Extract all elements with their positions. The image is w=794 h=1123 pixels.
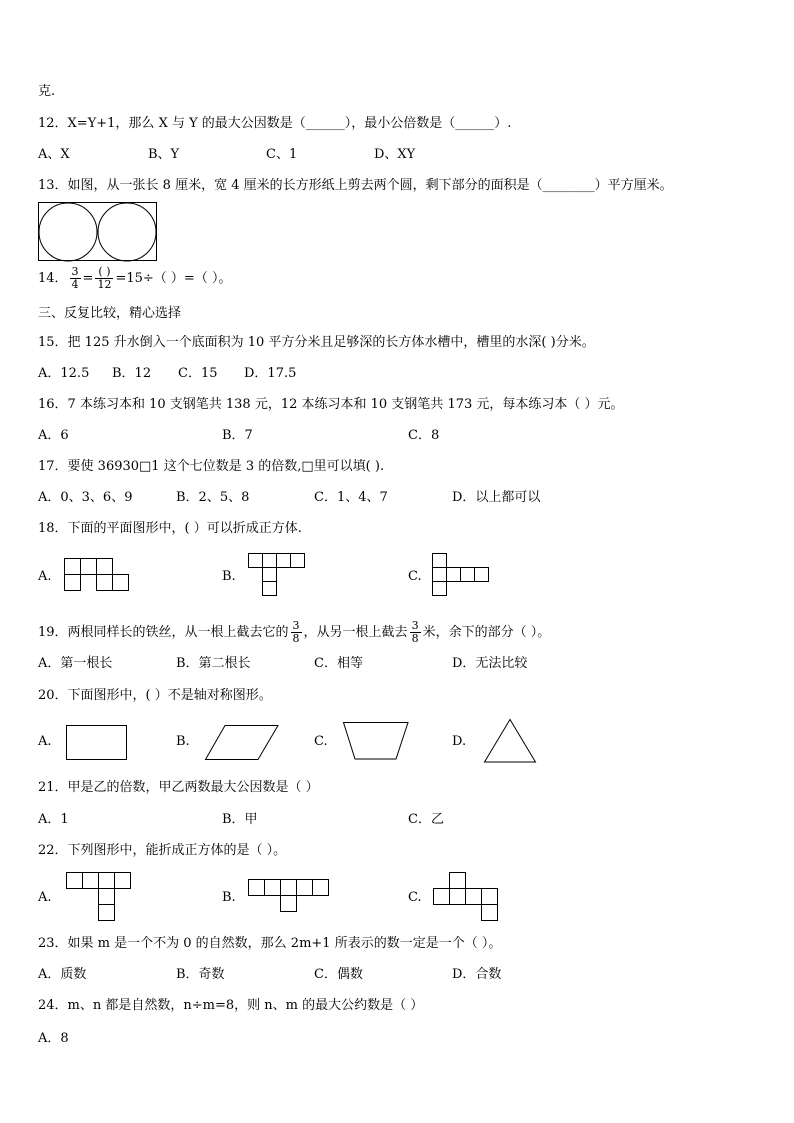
q21-option-a[interactable]: A．1 bbox=[38, 812, 69, 827]
top-fragment: 克. bbox=[38, 84, 56, 99]
q23-option-b[interactable]: B．奇数 bbox=[176, 967, 225, 982]
q23-option-a[interactable]: A．质数 bbox=[38, 967, 87, 982]
q22-option-b[interactable]: B. bbox=[222, 890, 236, 905]
q17-option-b[interactable]: B．2、5、8 bbox=[176, 490, 250, 505]
q24-option-a[interactable]: A．8 bbox=[38, 1031, 69, 1046]
q15-option-d[interactable]: D．17.5 bbox=[244, 366, 297, 381]
q14-frac2-num: ( ) bbox=[95, 266, 113, 279]
q19-prefix: 19．两根同样长的铁丝，从一根上截去它的 bbox=[38, 625, 289, 640]
q20-option-c[interactable]: C. bbox=[314, 734, 328, 749]
q19-suffix: 米，余下的部分（ ）。 bbox=[422, 625, 551, 640]
q16-option-a[interactable]: A．6 bbox=[38, 428, 69, 443]
q22-net-b-figure bbox=[248, 879, 334, 915]
q17-option-c[interactable]: C．1、4、7 bbox=[314, 490, 388, 505]
trapezoid-shape bbox=[343, 722, 409, 760]
question-16: 16．7 本练习本和 10 支钢笔共 138 元，12 本练习本和 10 支钢笔共 173 元，每本练习本（ ）元。 bbox=[38, 397, 624, 412]
question-20: 20．下面图形中，( ）不是轴对称图形。 bbox=[38, 688, 272, 703]
q12-option-b[interactable]: B、Y bbox=[148, 147, 180, 162]
q16-option-c[interactable]: C．8 bbox=[408, 428, 440, 443]
q22-net-a-figure bbox=[66, 872, 136, 924]
question-24: 24．m、n 都是自然数，n÷m=8，则 n、m 的最大公约数是（ ） bbox=[38, 998, 424, 1013]
q20-option-b[interactable]: B. bbox=[176, 734, 190, 749]
q19-option-d[interactable]: D．无法比较 bbox=[452, 656, 528, 671]
question-22: 22．下列图形中，能折成正方体的是（ ）。 bbox=[38, 843, 287, 858]
question-15: 15．把 125 升水倒入一个底面积为 10 平方分米且足够深的长方体水槽中，槽里的水深( )分米。 bbox=[38, 335, 595, 350]
q23-option-c[interactable]: C．偶数 bbox=[314, 967, 363, 982]
q18-net-a-figure bbox=[64, 558, 130, 592]
question-14 bbox=[38, 266, 231, 291]
q22-option-a[interactable]: A. bbox=[38, 890, 52, 905]
q23-option-d[interactable]: D．合数 bbox=[452, 967, 502, 982]
q14-rest: =15÷（ ）=（ ）。 bbox=[115, 271, 232, 286]
q14-frac1-num: 3 bbox=[71, 265, 79, 278]
q18-net-b-figure bbox=[248, 553, 306, 599]
triangle-shape bbox=[484, 719, 536, 763]
rectangle-shape bbox=[66, 725, 128, 761]
q15-option-a[interactable]: A．12.5 bbox=[38, 366, 90, 381]
q17-option-a[interactable]: A．0、3、6、9 bbox=[38, 490, 133, 505]
q14-fraction-1 bbox=[70, 266, 81, 291]
question-17: 17．要使 36930□1 这个七位数是 3 的倍数,□里可以填( ). bbox=[38, 459, 385, 474]
q19-f2-den: 8 bbox=[411, 632, 419, 645]
q16-option-b[interactable]: B．7 bbox=[222, 428, 253, 443]
q14-eq: = bbox=[82, 271, 94, 286]
question-23: 23．如果 m 是一个不为 0 的自然数，那么 2m+1 所表示的数一定是一个（ ）。 bbox=[38, 936, 502, 951]
q19-option-c[interactable]: C．相等 bbox=[314, 656, 363, 671]
q21-option-c[interactable]: C．乙 bbox=[408, 812, 444, 827]
q19-f1-num: 3 bbox=[292, 619, 300, 632]
parallelogram-shape bbox=[205, 725, 279, 761]
q20-option-d[interactable]: D. bbox=[452, 734, 467, 749]
q19-f1-den: 8 bbox=[292, 632, 300, 645]
q12-option-c[interactable]: C、1 bbox=[266, 147, 298, 162]
question-12: 12．X=Y+1，那么 X 与 Y 的最大公因数是（______），最小公倍数是（______）. bbox=[38, 116, 512, 131]
q22-option-c[interactable]: C. bbox=[408, 890, 422, 905]
question-21: 21．甲是乙的倍数，甲乙两数最大公因数是（ ） bbox=[38, 780, 319, 795]
q14-frac1-den: 4 bbox=[71, 278, 79, 291]
question-13: 13．如图，从一张长 8 厘米，宽 4 厘米的长方形纸上剪去两个圆，剩下部分的面积是（________）平方厘米。 bbox=[38, 178, 673, 193]
q22-net-c-figure bbox=[433, 872, 503, 924]
q20-option-a[interactable]: A. bbox=[38, 734, 52, 749]
q18-net-c-figure bbox=[432, 553, 492, 599]
q18-option-b[interactable]: B. bbox=[222, 569, 236, 584]
q19-fraction-1 bbox=[291, 620, 302, 645]
q12-option-a[interactable]: A、X bbox=[38, 147, 70, 162]
rectangle-two-circles-figure bbox=[38, 202, 158, 262]
section-3-heading: 三、反复比较，精心选择 bbox=[38, 306, 182, 321]
q15-option-b[interactable]: B．12 bbox=[112, 366, 152, 381]
q17-option-d[interactable]: D．以上都可以 bbox=[452, 490, 541, 505]
q14-fraction-2 bbox=[95, 266, 113, 291]
q18-option-a[interactable]: A. bbox=[38, 569, 52, 584]
q15-option-c[interactable]: C．15 bbox=[178, 366, 218, 381]
q19-option-a[interactable]: A．第一根长 bbox=[38, 656, 113, 671]
q19-f2-num: 3 bbox=[411, 619, 419, 632]
q21-option-b[interactable]: B．甲 bbox=[222, 812, 258, 827]
q19-fraction-2 bbox=[410, 620, 421, 645]
q14-frac2-den: 12 bbox=[97, 278, 112, 291]
q12-option-d[interactable]: D、XY bbox=[374, 147, 416, 162]
question-19 bbox=[38, 620, 550, 645]
q19-option-b[interactable]: B．第二根长 bbox=[176, 656, 251, 671]
q19-mid: ，从另一根上截去 bbox=[303, 625, 408, 640]
q18-option-c[interactable]: C. bbox=[408, 569, 422, 584]
q14-prefix: 14． bbox=[38, 271, 68, 286]
question-18: 18．下面的平面图形中，( ）可以折成正方体. bbox=[38, 521, 302, 536]
